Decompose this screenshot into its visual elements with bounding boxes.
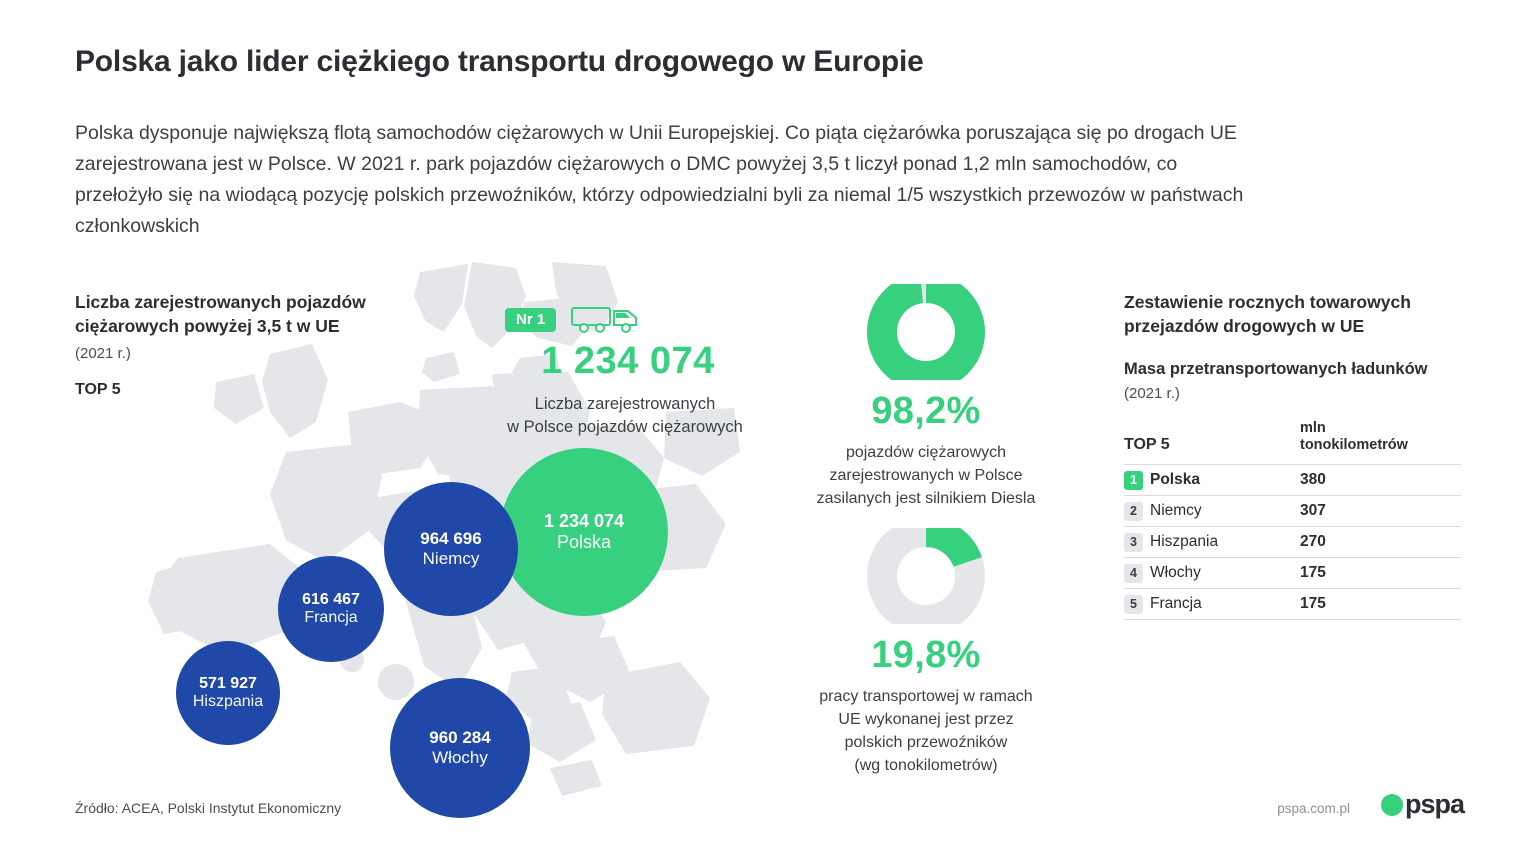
column-header-rank: TOP 5 [1124,436,1170,453]
donut-transport-block [819,528,1033,777]
rank-cell [1124,558,1150,589]
left-year: (2021 r.) [75,345,131,362]
donut-diesel-caption-line1: pojazdów ciężarowych [845,444,1007,461]
table-row [1124,558,1461,589]
right-section-header [1124,290,1484,402]
poland-registered-caption-line1: Liczba zarejestrowanych [534,395,716,413]
rank-badge: 1 [1124,471,1143,490]
right-heading: Zestawienie rocznych towarowych przejazdów drogowych w UE [1124,292,1411,336]
pspa-logo [1381,789,1464,820]
table-header-row [1124,420,1461,465]
bubble-wlochy-value: 960 284 [429,728,491,748]
bubble-niemcy [384,482,518,616]
table-row [1124,527,1461,558]
bubble-hiszpania-value: 571 927 [199,674,257,692]
rank-badge: 2 [1124,502,1143,521]
country-cell: Polska [1150,471,1200,488]
rank-cell [1124,496,1150,527]
value-cell: 307 [1300,502,1326,519]
bubble-wlochy-label: Włochy [432,748,488,767]
poland-registered-total: 1 234 074 [541,340,715,382]
donut-diesel-chart [826,284,1026,380]
table-row [1124,589,1461,620]
source-note: Źródło: ACEA, Polski Instytut Ekonomiczny [75,800,342,816]
bubble-niemcy-label: Niemcy [422,549,480,568]
donut-diesel-caption [796,441,1056,510]
nr1-row [505,300,642,339]
truck-icon [570,300,642,339]
column-header-unit [1300,420,1461,465]
logo-text: pspa [1404,789,1464,819]
bubble-hiszpania [176,641,280,745]
page-description: Polska dysponuje największą flotą samochodów ciężarowych w Unii Europejskiej. Co piąta ciężarówka poruszająca się po drogach UE zarejestrowana jest w Polsce. W 2021 r. park pojazdów ciężarowych o DMC powyżej 3,5 t liczył ponad 1,2 mln samochodów, co przełożyło się na wiodącą pozycję polskich przewoźników, którzy odpowiedzialni byli za niemal 1/5 wszystkich przewozów w państwach członkowskich [75,122,1244,237]
value-cell: 380 [1300,471,1326,488]
page-title: Polska jako lider ciężkiego transportu drogowego w Europie [75,45,924,78]
bubble-francja [278,556,384,662]
value-cell: 270 [1300,533,1326,550]
bubble-hiszpania-label: Hiszpania [192,693,264,710]
donut-diesel-percent: 98,2% [871,390,981,432]
column-header-unit-line2: tonokilometrów [1300,437,1408,453]
left-top5-label: TOP 5 [75,381,121,398]
bubble-wlochy [390,678,530,818]
donut-transport-caption-line1: pracy transportowej w ramach [819,688,1033,705]
rank-cell [1124,589,1150,620]
poland-registered-caption-line2: w Polsce pojazdów ciężarowych [507,418,743,436]
table-row [1124,496,1461,527]
left-section-header [75,290,445,399]
column-header-unit-line1: mln [1300,420,1326,436]
country-cell: Włochy [1150,564,1201,581]
rank-cell [1124,465,1150,496]
country-cell: Francja [1150,595,1202,612]
table-row [1124,465,1461,496]
rank-cell [1124,527,1150,558]
left-heading: Liczba zarejestrowanych pojazdów ciężarowych powyżej 3,5 t w UE [75,292,366,336]
rank-badge: 4 [1124,564,1143,583]
value-cell: 175 [1300,595,1326,612]
country-cell: Niemcy [1150,502,1202,519]
freight-ranking-table [1124,420,1461,620]
donut-transport-caption [786,685,1066,777]
footer-url: pspa.com.pl [1277,801,1350,816]
logo-dot-icon [1381,794,1403,816]
bubble-francja-value: 616 467 [302,590,360,608]
rank-badge: 3 [1124,533,1143,552]
nr1-badge: Nr 1 [505,308,556,332]
bubble-francja-label: Francja [304,609,358,626]
rank-badge: 5 [1124,595,1143,614]
bubble-polska-value: 1 234 074 [543,511,625,532]
bubble-niemcy-value: 964 696 [420,529,482,549]
bubble-polska [500,448,668,616]
bubble-polska-label: Polska [556,532,612,552]
value-cell: 175 [1300,564,1326,581]
right-year: (2021 r.) [1124,385,1180,402]
donut-transport-caption-line3: polskich przewoźników [844,734,1008,751]
donut-diesel-caption-line3: zasilanych jest silnikiem Diesla [816,490,1036,507]
donut-transport-percent: 19,8% [871,634,981,676]
donut-transport-chart [826,528,1026,624]
donut-transport-caption-line2: UE wykonanej jest przez [838,711,1014,728]
country-cell: Hiszpania [1150,533,1219,550]
poland-registered-caption [455,393,795,439]
donut-transport-caption-line4: (wg tonokilometrów) [854,757,998,774]
donut-diesel-caption-line2: zarejestrowanych w Polsce [829,467,1023,484]
right-subheading: Masa przetransportowanych ładunków [1124,360,1428,378]
donut-diesel-block [816,284,1036,510]
